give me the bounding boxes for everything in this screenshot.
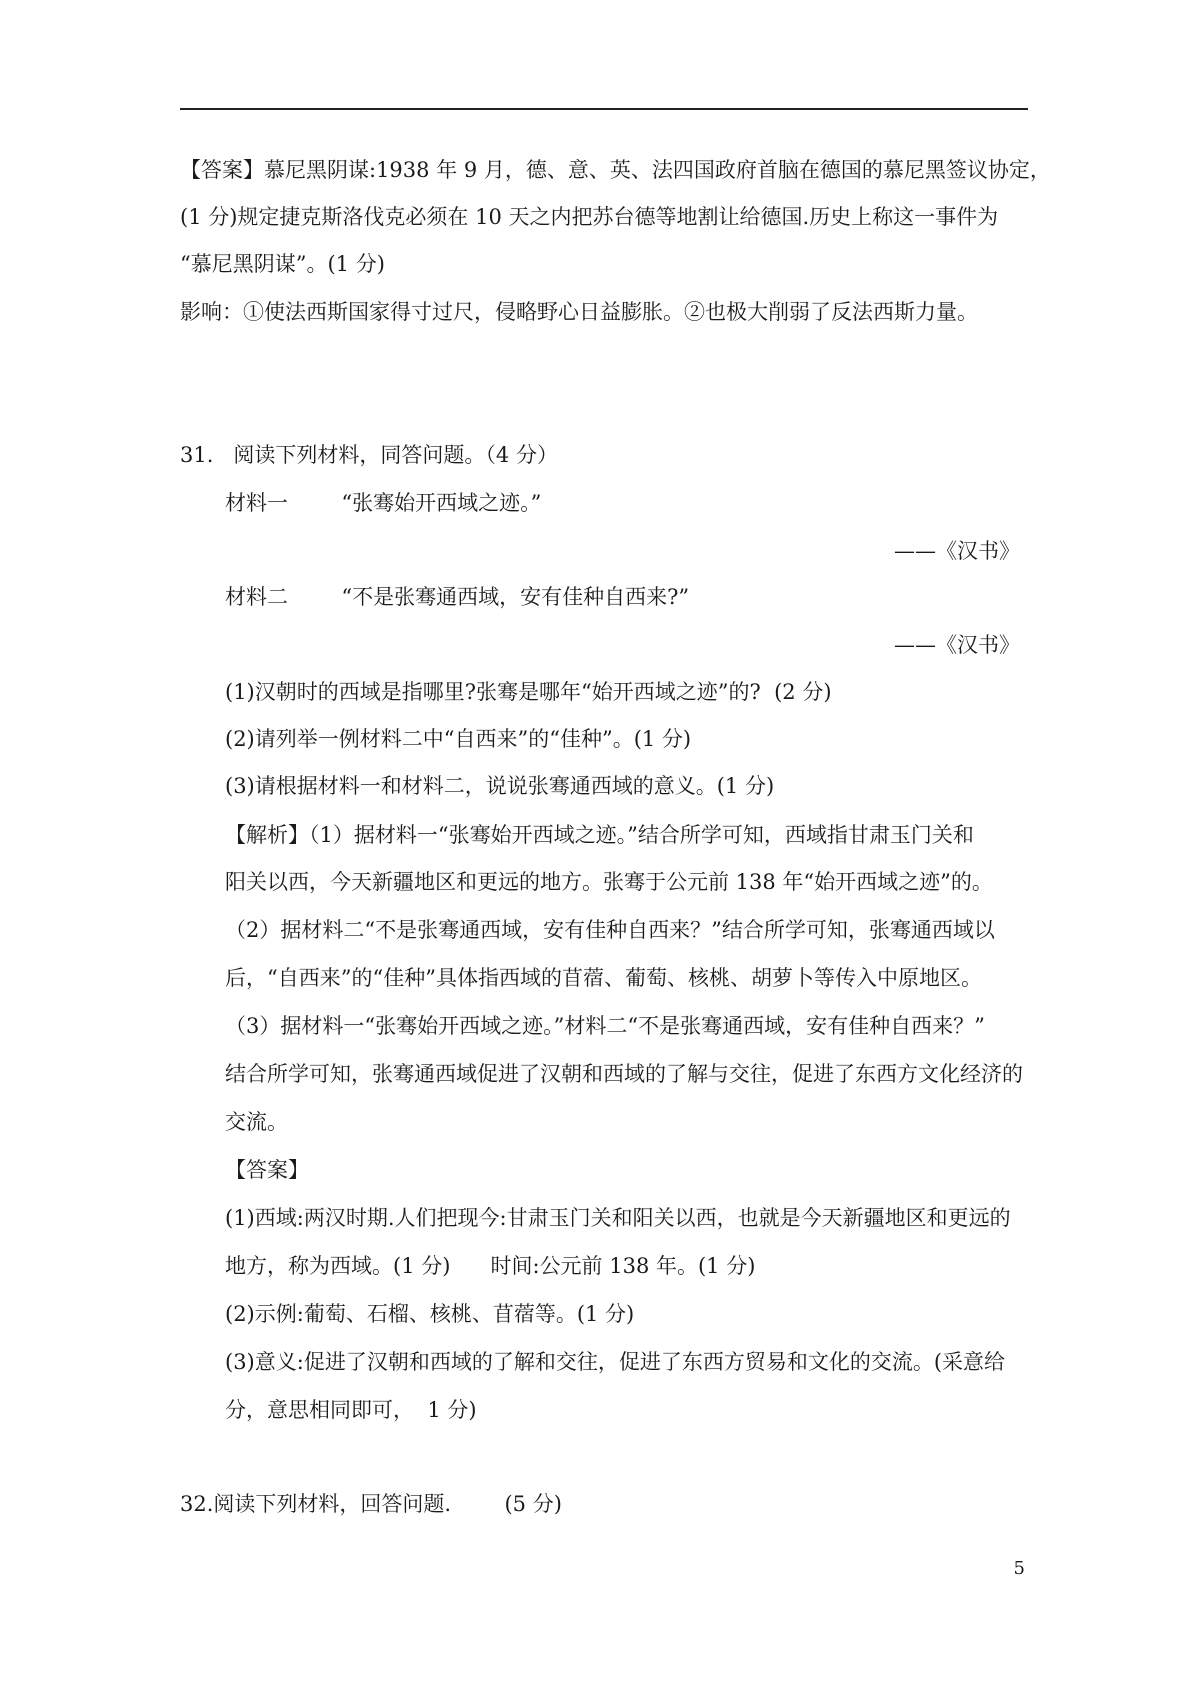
q31-answer-line-2: 地方，称为西域。(1 分) 时间:公元前 138 年。(1 分) — [225, 1254, 756, 1278]
q31-analysis-line-1: 【解析】（1）据材料一“张骞始开西域之迹。”结合所学可知，西域指甘肃玉门关和 — [225, 823, 974, 847]
q31-material-2: 材料二 “不是张骞通西域，安有佳种自西来?” — [225, 585, 690, 609]
q31-analysis-line-7: 交流。 — [225, 1110, 288, 1134]
q31-source-1: ——《汉书》 — [894, 539, 1020, 563]
q31-subquestion-3: (3)请根据材料一和材料二，说说张骞通西域的意义。(1 分) — [225, 774, 775, 798]
q31-subquestion-2: (2)请列举一例材料二中“自西来”的“佳种”。(1 分) — [225, 727, 692, 751]
q31-material-1: 材料一 “张骞始开西域之迹。” — [225, 491, 542, 515]
q31-answer-line-5: 分，意思相同即可， 1 分) — [225, 1398, 477, 1422]
q31-subquestion-1: (1)汉朝时的西域是指哪里?张骞是哪年“始开西域之迹”的? (2 分) — [225, 680, 832, 704]
q31-analysis-line-3: （2）据材料二“不是张骞通西域，安有佳种自西来？”结合所学可知，张骞通西域以 — [225, 918, 995, 942]
q31-analysis-line-4: 后，“自西来”的“佳种”具体指西域的苜蓿、葡萄、核桃、胡萝卜等传入中原地区。 — [225, 966, 982, 990]
prev-answer-impact: 影响：①使法西斯国家得寸过尺，侵略野心日益膨胀。②也极大削弱了反法西斯力量。 — [180, 300, 978, 324]
q31-heading: 31. 阅读下列材料，同答问题。（4 分） — [180, 443, 558, 467]
q31-analysis-line-2: 阳关以西，今天新疆地区和更远的地方。张骞于公元前 138 年“始开西域之迹”的。 — [225, 870, 993, 894]
prev-answer-line-2: (1 分)规定捷克斯洛伐克必须在 10 天之内把苏台德等地割让给德国.历史上称这一事件为 — [180, 205, 999, 229]
q31-analysis-line-5: （3）据材料一“张骞始开西域之迹。”材料二“不是张骞通西域，安有佳种自西来？” — [225, 1014, 985, 1038]
q32-heading: 32.阅读下列材料，回答问题. (5 分) — [180, 1492, 562, 1516]
header-rule — [180, 108, 1028, 110]
q31-source-2: ——《汉书》 — [894, 633, 1020, 657]
q31-answer-label: 【答案】 — [225, 1158, 309, 1182]
prev-answer-line-1: 【答案】慕尼黑阴谋:1938 年 9 月，德、意、英、法四国政府首脑在德国的慕尼黑签议协定， — [180, 158, 1051, 182]
prev-answer-line-3: “慕尼黑阴谋”。(1 分) — [180, 252, 385, 276]
q31-answer-line-3: (2)示例:葡萄、石榴、核桃、苜蓿等。(1 分) — [225, 1302, 635, 1326]
page-number: 5 — [1013, 1558, 1025, 1579]
q31-answer-line-4: (3)意义:促进了汉朝和西域的了解和交往，促进了东西方贸易和文化的交流。(采意给 — [225, 1350, 1006, 1374]
q31-analysis-line-6: 结合所学可知，张骞通西域促进了汉朝和西域的了解与交往，促进了东西方文化经济的 — [225, 1062, 1023, 1086]
q31-answer-line-1: (1)西域:两汉时期.人们把现今:甘肃玉门关和阳关以西，也就是今天新疆地区和更远的 — [225, 1206, 1011, 1230]
